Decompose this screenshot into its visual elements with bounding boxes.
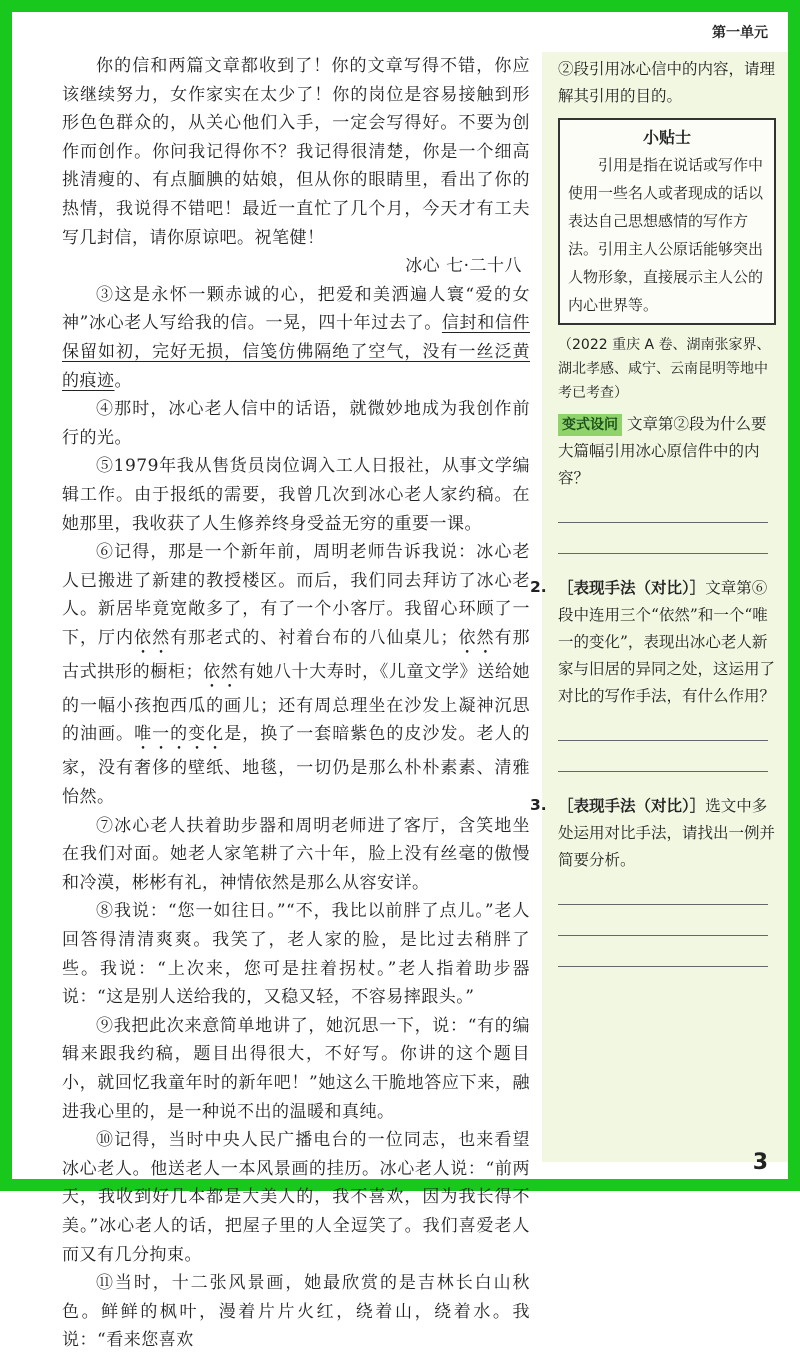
answer-line[interactable] bbox=[558, 936, 768, 967]
article-body bbox=[62, 52, 530, 1355]
answer-line[interactable] bbox=[558, 523, 768, 554]
paragraph-6-text: 有那老式的、衬着台布的八仙桌儿； bbox=[170, 627, 458, 648]
question-3-tag: ［表现手法（对比）］ bbox=[558, 796, 706, 815]
paragraph-3-end: 。 bbox=[114, 370, 132, 391]
emphasis-yiran-2: 依然 bbox=[457, 627, 495, 648]
page-number: 3 bbox=[752, 1150, 768, 1175]
answer-line[interactable] bbox=[558, 874, 768, 905]
variant-question bbox=[558, 411, 780, 492]
tip-body: 引用是指在说话或写作中使用一些名人或者现成的话以表达自己思想感情的写作方法。引用主人公原话能够突出人物形象，直接展示主人公的内心世界等。 bbox=[568, 156, 764, 314]
question-2-tag: ［表现手法（对比）］ bbox=[558, 578, 706, 597]
question-2-number: 2. bbox=[530, 578, 547, 596]
question-3-number: 3. bbox=[530, 796, 547, 814]
answer-line[interactable] bbox=[558, 710, 768, 741]
paragraph-8: ⑧我说：“您一如往日。”“不，我比以前胖了点儿。”老人回答得清清爽爽。我笑了，老人家的脸，是比过去稍胖了些。我说：“上次来，您可是拄着拐杖。”老人指着助步器说：“这是别人送给我的，又稳又轻，不容易摔跟头。” bbox=[62, 901, 530, 1008]
letter-signature: 冰心 七·二十八 bbox=[405, 256, 522, 277]
question-3-text: 选文中多处运用对比手法，请找出一例并简要分析。 bbox=[558, 797, 776, 869]
paragraph-10: ⑩记得，当时中央人民广播电台的一位同志，也来看望冰心老人。他送老人一本风景画的挂历。冰心老人说：“前两天，我收到好几本都是大美人的，我不喜欢，因为我长得不美。”冰心老人的话，把屋子里的人全逗笑了。我们喜爱老人而又有几分拘束。 bbox=[62, 1130, 530, 1265]
emphasis-yiran-1: 依然 bbox=[134, 627, 171, 648]
emphasis-only-change: 唯一的变化 bbox=[134, 724, 225, 745]
question-sidebar bbox=[530, 56, 780, 967]
variant-tag: 变式设问 bbox=[558, 414, 622, 436]
underlined-sentence: 信封和信件保留如初，完好无损，信笺仿佛隔绝了空气，没有一丝泛黄的痕迹 bbox=[62, 313, 530, 391]
question-1-part2: ②段引用冰心信中的内容，请理解其引用的目的。 bbox=[558, 60, 776, 105]
paragraph-4: ④那时，冰心老人信中的话语，就微妙地成为我创作前行的光。 bbox=[62, 399, 530, 448]
paragraph-6-text: ⑥记得，那是一个新年前，周明老师告诉我说：冰心老人已搬进了新建的教授楼区。而后，我们同去拜访了冰心老人。新居毕竟宽敞多了，有了一个小客厅。我留心环顾了一下，厅内 bbox=[62, 542, 530, 648]
paragraph-7: ⑦冰心老人扶着助步器和周明老师进了客厅，含笑地坐在我们对面。她老人家笔耕了六十年，脸上没有丝毫的傲慢和冷漠，彬彬有礼，神情依然是那么从容安详。 bbox=[62, 815, 530, 893]
paragraph-3-text: ③这是永怀一颗赤诚的心，把爱和美洒遍人寰“爱的女神”冰心老人写给我的信。一晃，四十年过去了。 bbox=[62, 284, 530, 334]
emphasis-yiran-3: 依然 bbox=[203, 661, 239, 682]
answer-line[interactable] bbox=[558, 905, 768, 936]
paragraph-6-text: 有那古式拱形的橱柜； bbox=[62, 627, 531, 682]
answer-line[interactable] bbox=[558, 492, 768, 523]
page bbox=[12, 12, 788, 1351]
paragraph-6-text: 有她八十大寿时，《儿童文学》送给她的一幅小孩抱西瓜的画儿；还有周总理坐在沙发上凝神沉思的油画。 bbox=[62, 661, 531, 745]
letter-paragraph: 你的信和两篇文章都收到了！你的文章写得不错，你应该继续努力，女作家实在太少了！你的岗位是容易接触到形形色色群众的，从关心他们入手，一定会写得好。不要为创作而创作。你问我记得你不？我记得很清楚，你是一个细高挑清瘦的、有点腼腆的姑娘，但从你的眼睛里，看出了你的热情，我说得不错吧！最近一直忙了几个月，今天才有工夫写几封信，请你原谅吧。祝笔健！ bbox=[62, 56, 530, 248]
variant-question-text: 文章第②段为什么要大篇幅引用冰心原信件中的内容？ bbox=[558, 415, 767, 487]
tip-title: 小贴士 bbox=[642, 128, 691, 147]
question-2 bbox=[530, 574, 780, 710]
exam-source: （2022 重庆 A 卷、湖南张家界、湖北孝感、咸宁、云南昆明等地中考已考查） bbox=[558, 337, 771, 401]
paragraph-11: ⑪当时，十二张风景画，她最欣赏的是吉林长白山秋色。鲜鲜的枫叶，漫着片片火红，绕着山，绕着水。我说：“看来您喜欢 bbox=[62, 1273, 530, 1351]
answer-line[interactable] bbox=[558, 741, 768, 772]
question-2-text: 文章第⑥段中连用三个“依然”和一个“唯一的变化”，表现出冰心老人新家与旧居的异同之处，这运用了对比的写作手法，有什么作用？ bbox=[558, 579, 776, 705]
paragraph-5: ⑤1979年我从售货员岗位调入工人日报社，从事文学编辑工作。由于报纸的需要，我曾几次到冰心老人家约稿。在她那里，我收获了人生修养终身受益无穷的重要一课。 bbox=[62, 456, 530, 534]
paragraph-9: ⑨我把此次来意简单地讲了，她沉思一下，说：“有的编辑来跟我约稿，题目出得很大，不好写。你讲的这个题目小，就回忆我童年时的新年吧！”她这么干脆地答应下来，融进我心里的，是一种说不出的温暖和真纯。 bbox=[62, 1015, 530, 1122]
question-3 bbox=[530, 792, 780, 874]
tip-box bbox=[558, 118, 776, 325]
paragraph-6-text: 是，换了一套暗紫色的皮沙发。老人的家，没有奢侈的壁纸、地毯，一切仍是那么朴朴素素、清雅怡然。 bbox=[62, 724, 531, 808]
paragraph-6 bbox=[62, 538, 530, 812]
paragraph-3 bbox=[62, 281, 530, 395]
unit-header: 第一单元 bbox=[712, 25, 768, 41]
